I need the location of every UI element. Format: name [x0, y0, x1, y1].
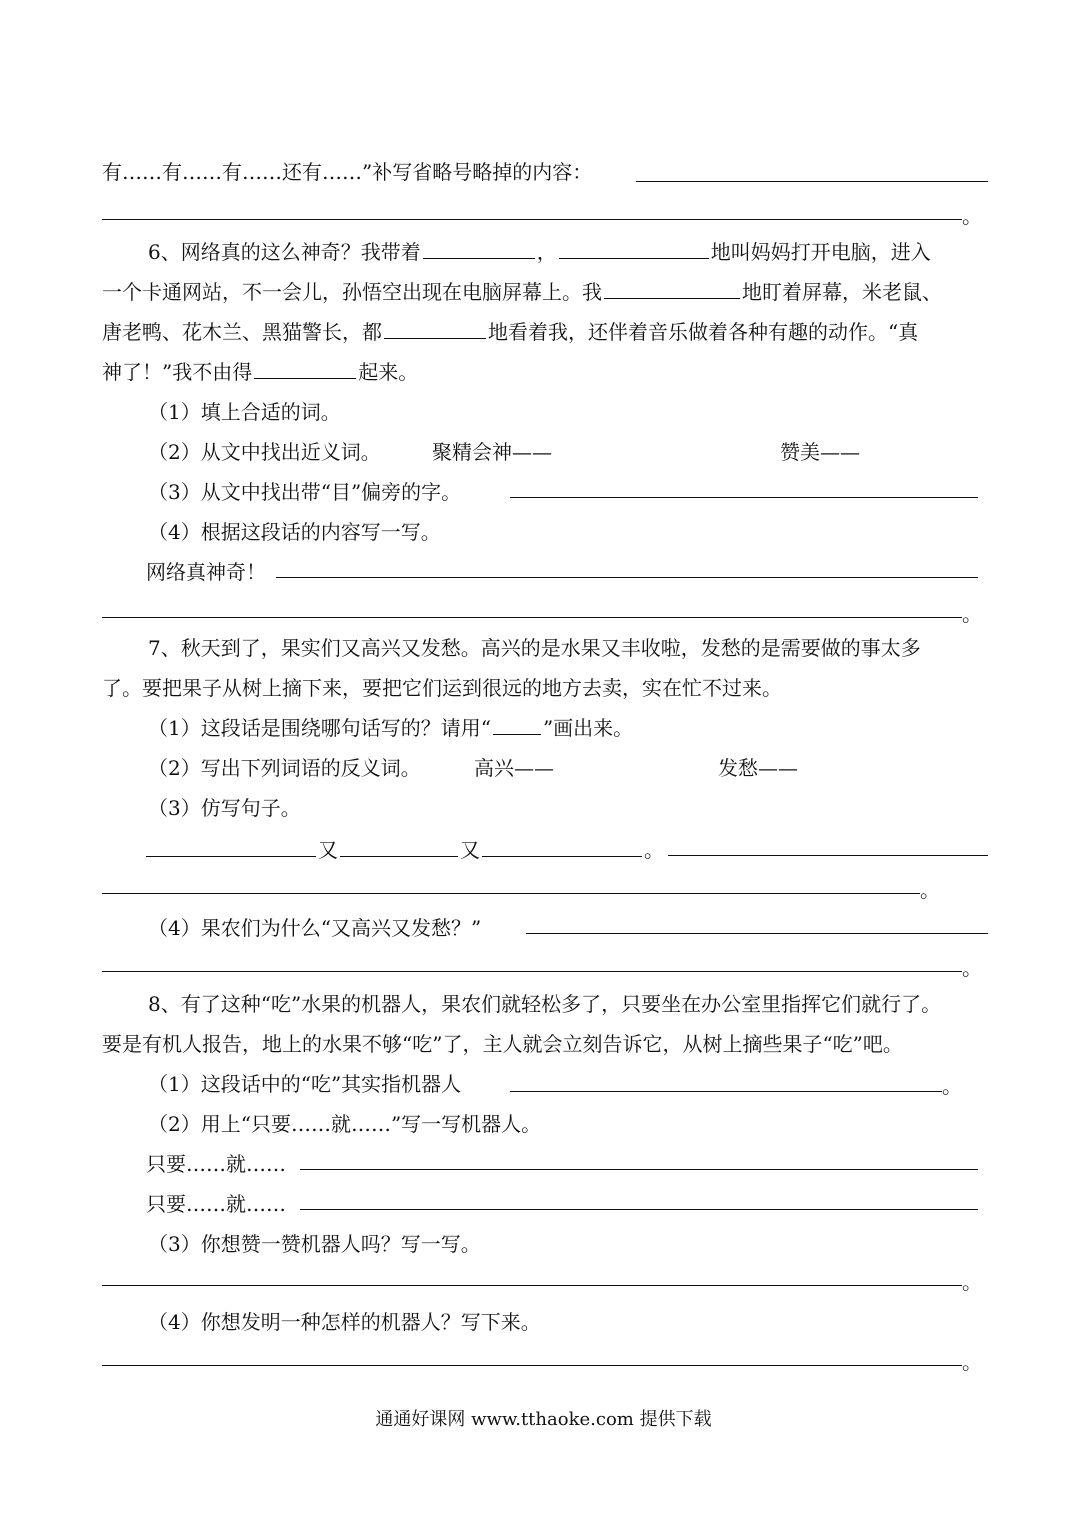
q6-sub4 — [148, 512, 988, 552]
fill-blank[interactable] — [254, 377, 356, 379]
fill-blank[interactable] — [340, 855, 458, 857]
q6-sub1 — [148, 392, 988, 432]
period-mark: 。 — [962, 1350, 982, 1374]
q8-sub4 — [148, 1302, 988, 1342]
answer-line[interactable] — [510, 1091, 942, 1092]
q7-sub3-pattern — [146, 830, 988, 870]
q6-sub3 — [148, 472, 988, 512]
q7-line-1 — [148, 628, 988, 668]
answer-line[interactable] — [102, 893, 920, 894]
underline-sample — [493, 733, 541, 735]
answer-line[interactable] — [526, 933, 988, 934]
q6-line-1 — [148, 232, 988, 272]
q6-sub4-prompt-line — [146, 552, 988, 592]
pattern-end: 。 — [644, 838, 664, 862]
q7-sub3 — [148, 788, 988, 828]
period-mark: 。 — [942, 1074, 962, 1098]
q7-text: 7、秋天到了，果实们又高兴又发愁。高兴的是水果又丰收啦，发愁的是需要做的事太多 — [148, 636, 921, 660]
q6-sub2-label: （2）从文中找出近义词。 — [148, 440, 381, 464]
pattern-you-2: 又 — [460, 838, 480, 862]
answer-line[interactable] — [510, 497, 978, 498]
q7-line-2 — [102, 668, 988, 708]
q8-sub2-prompt: 只要……就…… — [146, 1192, 286, 1216]
q8-line-2 — [102, 1024, 988, 1064]
q7-sub2-label: （2）写出下列词语的反义词。 — [148, 756, 421, 780]
period-mark: 。 — [962, 602, 982, 626]
q8-line-1 — [148, 984, 988, 1024]
q6-text: 唐老鸭、花木兰、黑猫警长，都 — [102, 320, 382, 344]
q6-line-4 — [102, 352, 988, 392]
q6-line-3 — [102, 312, 988, 352]
q6-text: 神了！”我不由得 — [102, 360, 253, 384]
q6-line-2 — [102, 272, 988, 312]
q8-sub2 — [148, 1104, 988, 1144]
q8-sub4-text: （4）你想发明一种怎样的机器人？写下来。 — [148, 1310, 541, 1334]
q8-sub2-prompt-1 — [146, 1144, 988, 1184]
antonym-word-2: 发愁—— — [718, 756, 798, 780]
fill-blank[interactable] — [604, 297, 740, 299]
q8-sub1-text: （1）这段话中的“吃”其实指机器人 — [148, 1072, 462, 1096]
answer-line[interactable] — [636, 181, 988, 182]
answer-line[interactable] — [102, 1285, 962, 1286]
q8-text: 8、有了这种“吃”水果的机器人，果农们就轻松多了，只要坐在办公室里指挥它们就行了。 — [148, 992, 942, 1016]
q8-text: 要是有机人报告，地上的水果不够“吃”了，主人就会立刻告诉它，从树上摘些果子“吃”吧。 — [102, 1032, 903, 1056]
q6-sub4-text: （4）根据这段话的内容写一写。 — [148, 520, 441, 544]
q7-sub4-text: （4）果农们为什么“又高兴又发愁？” — [148, 916, 482, 940]
period-mark: 。 — [962, 204, 982, 228]
q8-sub1 — [148, 1064, 988, 1104]
q6-sub1-text: （1）填上合适的词。 — [148, 400, 341, 424]
q6-text: 起来。 — [358, 360, 419, 384]
answer-line[interactable] — [300, 1169, 978, 1170]
q7-sub1-text: ”画出来。 — [542, 716, 634, 740]
q6-sub4-prompt: 网络真神奇！ — [146, 560, 266, 584]
q6-sub3-text: （3）从文中找出带“目”偏旁的字。 — [148, 480, 462, 504]
fill-blank[interactable] — [423, 257, 535, 259]
answer-line[interactable] — [668, 855, 988, 856]
pattern-you-1: 又 — [318, 838, 338, 862]
period-mark: 。 — [962, 956, 982, 980]
q6-text: 一个卡通网站，不一会儿，孙悟空出现在电脑屏幕上。我 — [102, 280, 602, 304]
fill-blank[interactable] — [146, 855, 316, 857]
q6-text: ， — [536, 240, 557, 264]
q7-sub3-text: （3）仿写句子。 — [148, 796, 301, 820]
q7-sub2 — [148, 748, 988, 788]
q7-sub1 — [148, 708, 988, 748]
period-mark: 。 — [920, 878, 940, 902]
answer-line[interactable] — [300, 1209, 978, 1210]
fill-blank[interactable] — [482, 855, 642, 857]
footer-source: 通通好课网 www.tthaoke.com 提供下载 — [375, 1409, 712, 1430]
answer-line[interactable] — [102, 971, 962, 972]
answer-line[interactable] — [102, 1365, 962, 1366]
answer-line[interactable] — [102, 219, 962, 220]
q6-text: 6、网络真的这么神奇？我带着 — [148, 240, 421, 264]
q5-tail-line — [102, 152, 988, 192]
q8-sub3-text: （3）你想赞一赞机器人吗？写一写。 — [148, 1232, 481, 1256]
q8-sub2-prompt-2 — [146, 1184, 988, 1224]
q7-sub1-text: （1）这段话是围绕哪句话写的？请用“ — [148, 716, 491, 740]
q6-text: 地看着我，还伴着音乐做着各种有趣的动作。“真 — [488, 320, 919, 344]
q6-text: 地盯着屏幕，米老鼠、 — [742, 280, 942, 304]
antonym-word-1: 高兴—— — [474, 756, 554, 780]
answer-line[interactable] — [276, 577, 978, 578]
q8-sub3 — [148, 1224, 988, 1264]
period-mark: 。 — [962, 1270, 982, 1294]
q6-sub2 — [148, 432, 988, 472]
q7-text: 了。要把果子从树上摘下来，要把它们运到很远的地方去卖，实在忙不过来。 — [102, 676, 782, 700]
q6-text: 地叫妈妈打开电脑，进入 — [710, 240, 931, 264]
answer-line[interactable] — [102, 617, 962, 618]
q8-sub2-text: （2）用上“只要……就……”写一写机器人。 — [148, 1112, 542, 1136]
q7-sub4 — [148, 908, 988, 948]
fill-blank[interactable] — [559, 257, 709, 259]
synonym-word-2: 赞美—— — [780, 440, 860, 464]
q8-sub2-prompt: 只要……就…… — [146, 1152, 286, 1176]
fill-blank[interactable] — [384, 337, 486, 339]
q5-tail-text: 有……有……有……还有……”补写省略号略掉的内容： — [102, 160, 593, 184]
synonym-word-1: 聚精会神—— — [432, 440, 552, 464]
